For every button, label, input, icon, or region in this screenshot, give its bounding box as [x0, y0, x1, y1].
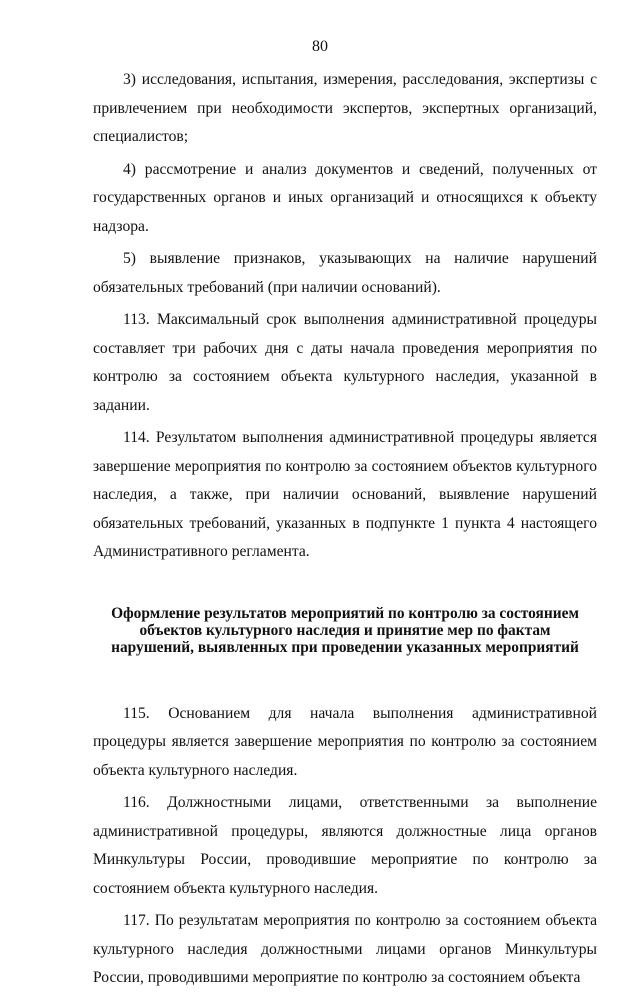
paragraph-113: 113. Максимальный срок выполнения административной процедуры составляет три рабочих дня с даты начала проведения мероприятия по контролю за состоянием объекта культурного наследия, указанной в задании.	[93, 311, 597, 414]
paragraph-117: 117. По результатам мероприятия по контролю за состоянием объекта культурного наследия должностными лицами органов Минкультуры России, проводившими мероприятие по контролю за состоянием объекта	[93, 912, 597, 986]
paragraph-item-4: 4) рассмотрение и анализ документов и сведений, полученных от государственных органов и иных организаций и относящихся к объекту надзора.	[93, 160, 597, 235]
paragraph-116: 116. Должностными лицами, ответственными за выполнение административной процедуры, являются должностные лица органов Минкультуры России, проводившие мероприятие по контролю за состоянием объекта культурного наследия.	[93, 794, 597, 897]
paragraph-114: 114. Результатом выполнения административной процедуры является завершение мероприятия по контролю за состоянием объектов культурного наследия, а также, при наличии оснований, выявление нарушений обязательных требований, указанных в подпункте 1 пункта 4 настоящего Административного регламента.	[93, 429, 597, 560]
paragraph-115: 115. Основанием для начала выполнения административной процедуры является завершение мероприятия по контролю за состоянием объекта культурного наследия.	[93, 704, 597, 779]
paragraph-item-5: 5) выявление признаков, указывающих на наличие нарушений обязательных требований (при наличии оснований).	[93, 250, 597, 296]
paragraph-item-3: 3) исследования, испытания, измерения, расследования, экспертизы с привлечением при необходимости экспертов, экспертных организаций, специалистов;	[93, 71, 597, 145]
section-heading: Оформление результатов мероприятий по контролю за состоянием объектов культурного наследия и принятие мер по фактам нарушений, выявленных при проведении указанных мероприятий	[111, 604, 579, 656]
document-body	[93, 66, 597, 997]
page-number: 80	[312, 38, 328, 55]
